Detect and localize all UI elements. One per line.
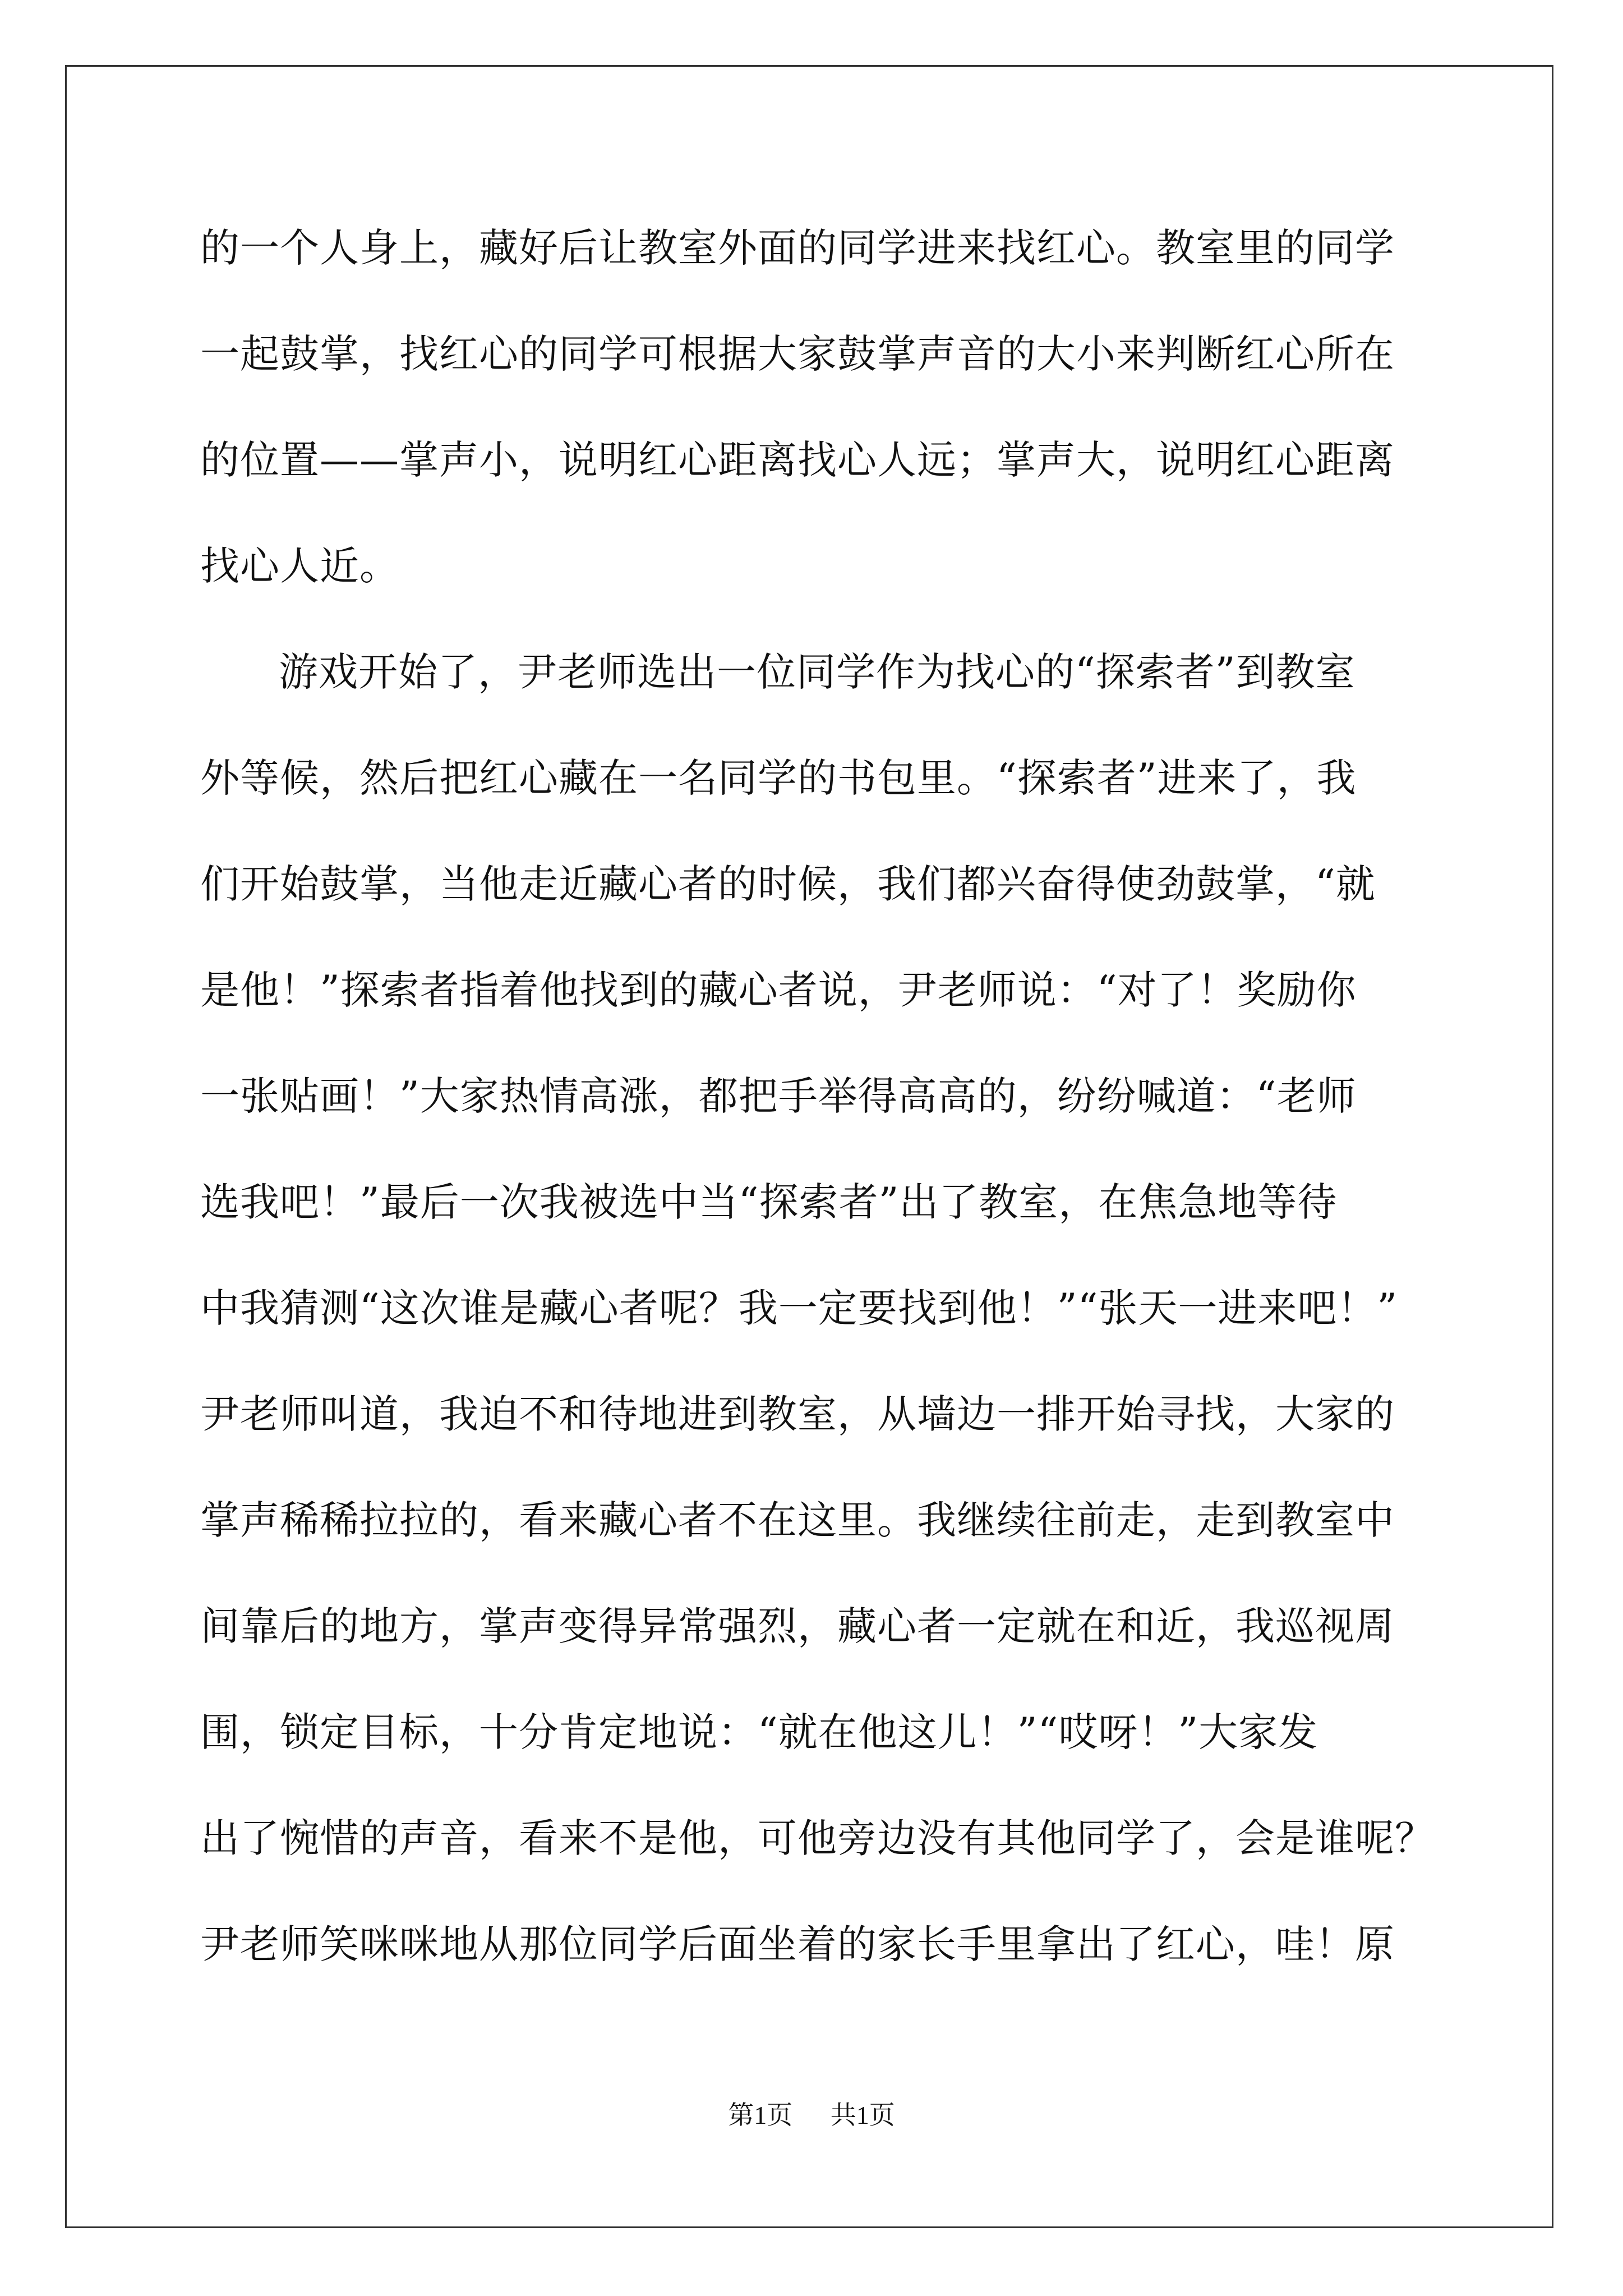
text-line: 一张贴画！”大家热情高涨，都把手举得高高的，纷纷喊道：“老师 — [200, 1073, 1357, 1119]
page-number: 第1页 — [728, 2101, 793, 2129]
text-line: 是他！”探索者指着他找到的藏心者说，尹老师说：“对了！奖励你 — [200, 967, 1357, 1013]
text-line: 们开始鼓掌，当他走近藏心者的时候，我们都兴奋得使劲鼓掌，“就 — [200, 861, 1376, 907]
text-line: 找心人近。 — [200, 543, 399, 589]
text-line: 中我猜测“这次谁是藏心者呢？我一定要找到他！”“张天一进来吧！” — [200, 1285, 1398, 1331]
text-line: 尹老师叫道，我迫不和待地进到教室，从墙边一排开始寻找，大家的 — [200, 1391, 1395, 1437]
document-body — [200, 220, 1462, 2022]
text-line: 尹老师笑咪咪地从那位同学后面坐着的家长手里拿出了红心，哇！原 — [200, 1921, 1395, 1967]
text-line: 出了惋惜的声音，看来不是他，可他旁边没有其他同学了，会是谁呢？ — [200, 1815, 1435, 1861]
page-footer — [0, 2095, 1623, 2132]
text-line: 掌声稀稀拉拉的，看来藏心者不在这里。我继续往前走，走到教室中 — [200, 1497, 1395, 1543]
text-line: 外等候，然后把红心藏在一名同学的书包里。“探索者”进来了，我 — [200, 755, 1357, 801]
text-line: 的位置——掌声小，说明红心距离找心人远；掌声大，说明红心距离 — [200, 437, 1395, 483]
text-line: 间靠后的地方，掌声变得异常强烈，藏心者一定就在和近，我巡视周 — [200, 1603, 1395, 1649]
page-total: 共1页 — [830, 2101, 895, 2129]
text-line: 选我吧！”最后一次我被选中当“探索者”出了教室，在焦急地等待 — [200, 1179, 1338, 1225]
text-line: 围，锁定目标，十分肯定地说：“就在他这儿！”“哎呀！”大家发 — [200, 1709, 1318, 1755]
text-line: 一起鼓掌，找红心的同学可根据大家鼓掌声音的大小来判断红心所在 — [200, 331, 1395, 377]
text-line: 游戏开始了，尹老师选出一位同学作为找心的“探索者”到教室 — [279, 649, 1355, 695]
paragraph-2 — [200, 644, 1462, 2022]
paragraph-1 — [200, 220, 1462, 644]
text-line: 的一个人身上，藏好后让教室外面的同学进来找红心。教室里的同学 — [200, 225, 1395, 271]
